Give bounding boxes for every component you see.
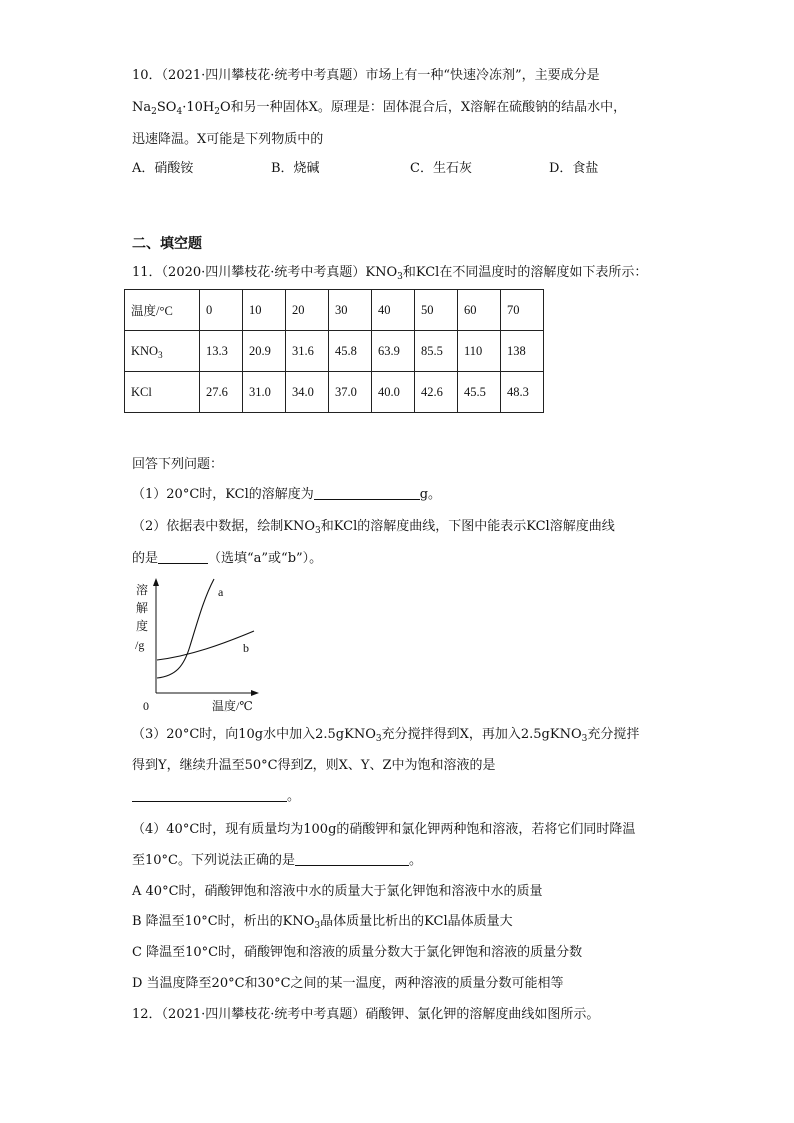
section-title: 二、填空题: [132, 236, 202, 252]
table-temp: 20: [286, 290, 329, 331]
q11-part-3-blank[interactable]: [132, 787, 287, 802]
table-temp: 0: [200, 290, 243, 331]
table-temp: 70: [501, 290, 544, 331]
table-cell: 40.0: [372, 372, 415, 413]
table-cell: 31.6: [286, 331, 329, 372]
q11-part-3-text-3: 充分搅拌: [587, 727, 640, 742]
q11-part-4-line-1: （4）40°C时，现有质量均为100g的硝酸钾和氯化钾两种饱和溶液，若将它们同时降温: [132, 822, 636, 837]
q11-part-2-blank[interactable]: [158, 549, 208, 564]
q11-part-1-blank[interactable]: [314, 485, 420, 500]
q11-intro-text-2: 和KCl在不同温度时的溶解度如下表所示：: [402, 265, 648, 280]
curve-b: [157, 631, 254, 660]
q11-part-2-text-3: 的是: [132, 551, 159, 566]
table-temp: 50: [415, 290, 458, 331]
table-row-temperature: [125, 290, 544, 331]
table-cell: 45.8: [329, 331, 372, 372]
q10-formula-so: SO: [156, 100, 177, 115]
y-label-char-1: 溶: [136, 583, 149, 597]
q11-part-2-text-1: （2）依据表中数据，绘制KNO: [132, 519, 316, 534]
q11-part-1-unit: g。: [419, 487, 442, 502]
q11-option-b-sub: 3: [314, 921, 321, 931]
q11-option-b-text-1: B 降温至10°C时，析出的KNO: [132, 914, 315, 929]
q10-formula-sub-1: 2: [151, 107, 157, 117]
q11-part-2-line-2: [132, 549, 322, 569]
q10-formula-na: Na: [132, 100, 152, 115]
q11-part-3-sub-1: 3: [375, 734, 382, 744]
q10-choice-c[interactable]: C．生石灰: [410, 161, 472, 176]
table-cell: 85.5: [415, 331, 458, 372]
table-cell: 34.0: [286, 372, 329, 413]
curve-a-label: a: [218, 585, 224, 599]
table-cell: 27.6: [200, 372, 243, 413]
q10-line-3: 迅速降温。X可能是下列物质中的: [132, 132, 324, 147]
q11-part-4-blank[interactable]: [295, 851, 409, 866]
q11-part-2-sub: 3: [315, 526, 321, 536]
q11-option-b-text-2: 晶体质量比析出的KCl晶体质量大: [320, 914, 513, 929]
table-temp: 40: [372, 290, 415, 331]
y-label-char-4: /g: [135, 638, 145, 652]
x-axis-label: 温度/℃: [212, 699, 253, 713]
q11-intro-sub: 3: [397, 272, 403, 282]
solubility-curve-diagram: [128, 576, 268, 718]
table-header-label: 温度/°C: [125, 290, 200, 331]
solubility-table: [124, 289, 544, 413]
q10-formula-sub-2: 4: [176, 107, 183, 117]
table-cell: 48.3: [501, 372, 544, 413]
q11-option-b[interactable]: [132, 912, 513, 932]
q11-part-2-text-4: （选填“a”或“b”）。: [208, 551, 323, 566]
q10-line-2-text: O和另一种固体X。原理是：固体混合后，X溶解在硫酸钠的结晶水中，: [219, 100, 627, 115]
table-row-kno3: [125, 331, 544, 372]
q11-option-a[interactable]: A 40°C时，硝酸钾饱和溶液中水的质量大于氯化钾饱和溶液中水的质量: [132, 884, 543, 899]
q10-line-2: [132, 98, 626, 118]
q11-part-1-text: （1）20°C时，KCl的溶解度为: [132, 487, 314, 502]
table-cell: 13.3: [200, 331, 243, 372]
origin-label: 0: [143, 699, 149, 713]
q11-part-3-sub-2: 3: [581, 734, 588, 744]
q10-choice-b[interactable]: B．烧碱: [271, 161, 320, 176]
table-cell: 31.0: [243, 372, 286, 413]
q10-line-1: 10．（2021·四川攀枝花·统考中考真题）市场上有一种“快速冷冻剂”，主要成分是: [132, 68, 600, 83]
q11-answer-prompt: 回答下列问题：: [132, 457, 224, 472]
q11-part-2-line-1: [132, 517, 615, 537]
table-row-label-kcl: KCl: [125, 372, 200, 413]
q11-part-3-text-1: （3）20°C时，向10g水中加入2.5gKNO: [132, 727, 376, 742]
curve-a: [157, 579, 214, 678]
table-temp: 10: [243, 290, 286, 331]
table-cell: 37.0: [329, 372, 372, 413]
q10-choice-a[interactable]: A．硝酸铵: [132, 161, 194, 176]
q11-part-3-text-2: 充分搅拌得到X，再加入2.5gKNO: [381, 727, 582, 742]
y-label-char-3: 度: [136, 619, 149, 633]
q11-part-4-text: 至10°C。下列说法正确的是: [132, 853, 295, 868]
table-temp: 60: [458, 290, 501, 331]
table-cell: 138: [501, 331, 544, 372]
y-label-char-2: 解: [136, 601, 149, 615]
table-cell: 42.6: [415, 372, 458, 413]
table-temp: 30: [329, 290, 372, 331]
q11-intro-text-1: 11．（2020·四川攀枝花·统考中考真题）KNO: [132, 265, 398, 280]
q11-part-3-line-2: 得到Y，继续升温至50°C得到Z，则X、Y、Z中为饱和溶液的是: [132, 758, 496, 773]
q11-intro: [132, 263, 647, 283]
q11-part-2-text-2: 和KCl的溶解度曲线，下图中能表示KCl溶解度曲线: [320, 519, 615, 534]
q11-option-c[interactable]: C 降温至10°C时，硝酸钾饱和溶液的质量分数大于氯化钾饱和溶液的质量分数: [132, 945, 583, 960]
q10-formula-h: ·10H: [182, 100, 215, 115]
curve-b-label: b: [243, 641, 249, 655]
q11-part-4-end: 。: [409, 853, 423, 868]
q10-formula-sub-3: 2: [214, 107, 220, 117]
y-axis-arrow: [153, 578, 159, 586]
table-row-kcl: [125, 372, 544, 413]
table-cell: 20.9: [243, 331, 286, 372]
table-row-label-kno3: [125, 331, 200, 372]
q11-part-3-end: 。: [287, 789, 301, 804]
table-cell: 63.9: [372, 331, 415, 372]
q11-part-3-line-3: [132, 787, 300, 807]
table-cell: 45.5: [458, 372, 501, 413]
q11-part-3-line-1: [132, 725, 639, 745]
q11-part-1: [132, 485, 441, 505]
kno3-label-text: KNO: [131, 343, 159, 358]
q11-part-4-line-2: [132, 851, 422, 871]
q11-option-d[interactable]: D 当温度降至20°C和30°C之间的某一温度，两种溶液的质量分数可能相等: [132, 976, 564, 991]
x-axis-arrow: [251, 690, 259, 696]
q10-choice-d[interactable]: D．食盐: [549, 161, 599, 176]
q12-line-1: 12．（2021·四川攀枝花·统考中考真题）硝酸钾、氯化钾的溶解度曲线如图所示。: [132, 1007, 600, 1022]
kno3-label-sub: 3: [158, 349, 163, 360]
table-cell: 110: [458, 331, 501, 372]
